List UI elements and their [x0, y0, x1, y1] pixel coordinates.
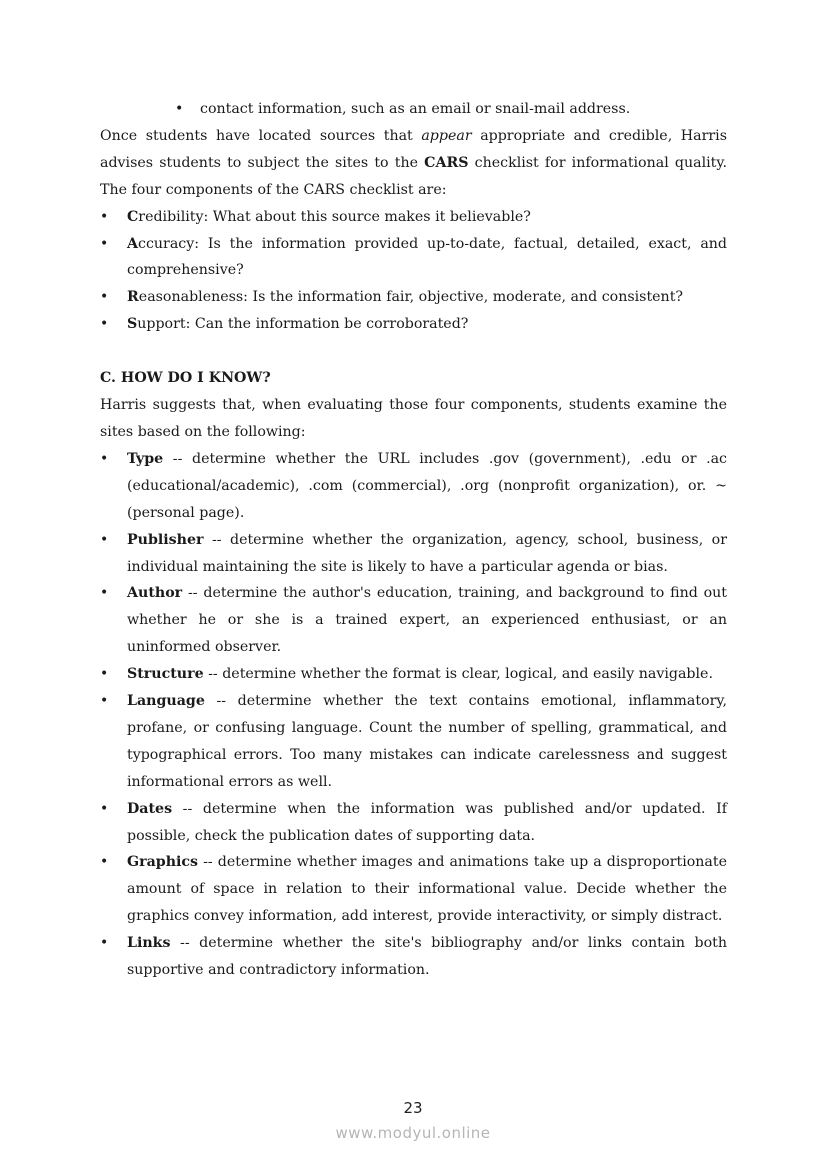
- desc: -- determine whether the URL includes .gov (government), .edu or .ac (educational/academic), .com (commercial), .org (nonprofit organization), or. ~ (personal page).: [127, 450, 727, 521]
- bullet-icon: •: [100, 208, 109, 225]
- desc: -- determine whether images and animations take up a disproportionate amount of space in relation to their informational value. Decide whether the graphics convey information, add interest, provide interactivity, or simply distract.: [127, 854, 727, 925]
- bullet-icon: •: [100, 935, 109, 952]
- desc: -- determine whether the text contains emotional, inflammatory, profane, or confusing language. Count the number of spelling, grammatical, and typographical errors. Too many mistakes can indicate carelessness and suggest informational errors as well.: [127, 693, 727, 790]
- bold-text: CARS: [424, 154, 469, 171]
- bullet-icon: •: [100, 289, 109, 306]
- criteria-item-type: [100, 446, 727, 527]
- text: appropriate and credible, Harris advises students to subject the sites to the: [100, 127, 727, 171]
- bullet-icon: •: [100, 666, 109, 683]
- bullet-icon: •: [100, 450, 109, 467]
- bullet-icon: •: [100, 235, 109, 252]
- letter: S: [127, 316, 138, 333]
- text: upport: Can the information be corroborated?: [137, 316, 469, 333]
- text: redibility: What about this source makes it believable?: [138, 208, 531, 225]
- criteria-item-author: [100, 580, 727, 661]
- letter: R: [127, 289, 139, 306]
- document-page: [100, 96, 727, 984]
- cars-item-reasonableness: [100, 284, 727, 311]
- desc: -- determine when the information was published and/or updated. If possible, check the publication dates of supporting data.: [127, 800, 727, 844]
- criteria-item-links: [100, 930, 727, 984]
- term: Type: [127, 450, 164, 467]
- bullet-icon: •: [100, 585, 109, 602]
- cars-checklist: [100, 204, 727, 339]
- bullet-icon: •: [100, 854, 109, 871]
- desc: -- determine whether the site's bibliography and/or links contain both supportive and contradictory information.: [127, 935, 727, 979]
- bullet-icon: •: [100, 531, 109, 548]
- intro-paragraph: [100, 123, 727, 204]
- bullet-icon: •: [100, 316, 109, 333]
- term: Structure: [127, 666, 204, 683]
- term: Graphics: [127, 854, 199, 871]
- text: Once students have located sources that: [100, 127, 422, 144]
- bullet-text: contact information, such as an email or snail-mail address.: [200, 101, 631, 117]
- text: easonableness: Is the information fair, objective, moderate, and consistent?: [138, 289, 684, 306]
- text: ccuracy: Is the information provided up-to-date, factual, detailed, exact, and comprehensive?: [127, 235, 727, 279]
- term: Author: [127, 585, 183, 602]
- page-number: 23: [403, 1099, 423, 1117]
- italic-text: appear: [421, 127, 472, 144]
- text: checklist for informational quality. The four components of the CARS checklist are:: [100, 154, 727, 198]
- criteria-item-language: [100, 688, 727, 796]
- letter: C: [127, 208, 139, 225]
- section-heading: C. HOW DO I KNOW?: [100, 370, 271, 387]
- cars-item-support: [100, 311, 727, 338]
- bullet-icon: •: [100, 800, 109, 817]
- desc: -- determine whether the organization, agency, school, business, or individual maintaining the site is likely to have a particular agenda or bias.: [127, 531, 727, 575]
- desc: -- determine whether the format is clear, logical, and easily navigable.: [203, 666, 713, 683]
- cars-item-credibility: [100, 204, 727, 231]
- watermark: www.modyul.online: [335, 1124, 491, 1142]
- term: Language: [127, 693, 205, 710]
- term: Publisher: [127, 531, 204, 548]
- section-intro: Harris suggests that, when evaluating those four components, students examine the sites based on the following:: [100, 397, 727, 440]
- term: Links: [127, 935, 171, 952]
- cars-item-accuracy: [100, 231, 727, 285]
- criteria-list: [100, 446, 727, 984]
- desc: -- determine the author's education, training, and background to find out whether he or she is a trained expert, an experienced enthusiast, or an uninformed observer.: [127, 585, 727, 656]
- letter: A: [127, 235, 139, 252]
- criteria-item-publisher: [100, 527, 727, 581]
- criteria-item-structure: [100, 661, 727, 688]
- bullet-icon: •: [175, 101, 184, 117]
- contact-info-bullet: [100, 96, 727, 123]
- bullet-icon: •: [100, 693, 109, 710]
- criteria-item-dates: [100, 796, 727, 850]
- criteria-item-graphics: [100, 849, 727, 930]
- term: Dates: [127, 800, 173, 817]
